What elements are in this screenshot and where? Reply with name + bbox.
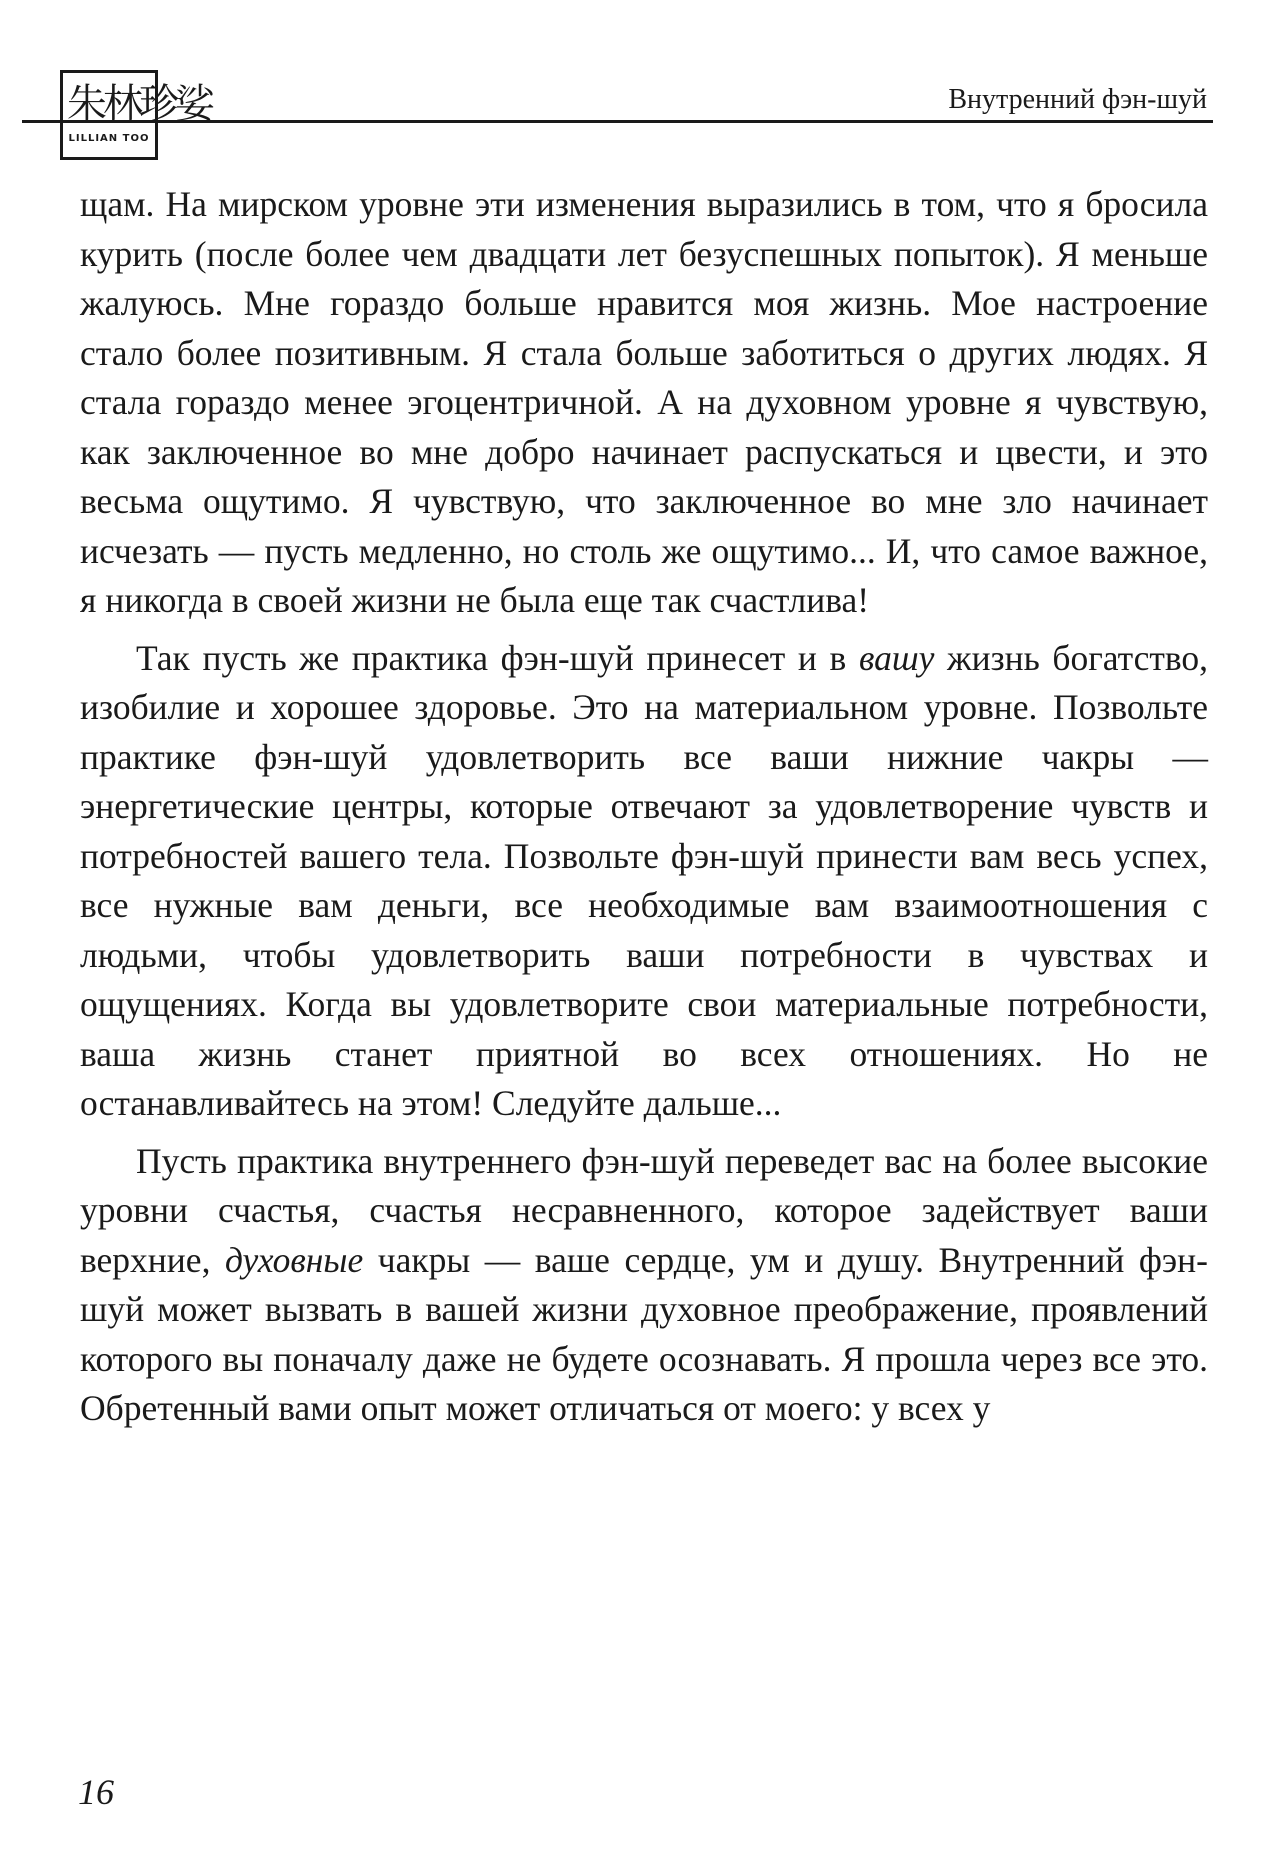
paragraph-3-text-start: Пусть практика внутреннего фэн-шуй переведет вас на более высокие уровни счастья, счастья несравненного, которое задействует ваши верхние, [80,1140,1208,1280]
running-title: Внутренний фэн-шуй [948,84,1207,115]
logo-chinese-characters: 朱林珍娑 [67,81,211,127]
body-text [80,180,1208,1434]
paragraph-3 [80,1137,1208,1434]
paragraph-2-text-end: жизнь богатство, изобилие и хорошее здоровье. Это на материальном уровне. Позвольте практике фэн-шуй удовлетворить все ваши нижние чакры — энергетические центры, которые отвечают за удовлетворение чувств и потребностей вашего тела. Позвольте фэн-шуй принести вам весь успех, все нужные вам деньги, все необходимые вам взаимоотношения с людьми, чтобы удовлетворить ваши потребности в чувствах и ощущениях. Когда вы удовлетворите свои материальные потребности, ваша жизнь станет приятной во всех отношениях. Но не останавливайтесь на этом! Следуйте дальше... [80,637,1209,1123]
paragraph-3-emphasis: духовные [224,1239,364,1280]
paragraph-2 [80,634,1208,1129]
paragraph-2-emphasis: вашу [858,637,935,678]
paragraph-1 [80,180,1208,626]
publisher-logo [60,70,211,160]
paragraph-3-text-end: чакры — ваше сердце, ум и душу. Внутренний фэн-шуй может вызвать в вашей жизни духовное преображение, проявлений которого вы поначалу даже не будете осознавать. Я прошла через все это. Обретенный вами опыт может отличаться от моего: у всех у [80,1239,1208,1428]
paragraph-1-text: щам. На мирском уровне эти изменения выразились в том, что я бросила курить (после более чем двадцати лет безуспешных попыток). Я меньше жалуюсь. Мне гораздо больше нравится моя жизнь. Мое настроение стало более позитивным. Я стала больше заботиться о других людях. Я стала гораздо менее эгоцентричной. А на духовном уровне я чувствую, как заключенное во мне добро начинает распускаться и цвести, и это весьма ощутимо. Я чувствую, что заключенное во мне зло начинает исчезать — пусть медленно, но столь же ощутимо... И, что самое важное, я никогда в своей жизни не была еще так счастлива! [80,184,1208,620]
logo-author-name: LILLIAN TOO [68,133,150,144]
page-number: 16 [78,1772,114,1812]
header-rule [22,120,1213,123]
paragraph-2-text-start: Так пусть же практика фэн-шуй принесет и в [136,637,859,678]
